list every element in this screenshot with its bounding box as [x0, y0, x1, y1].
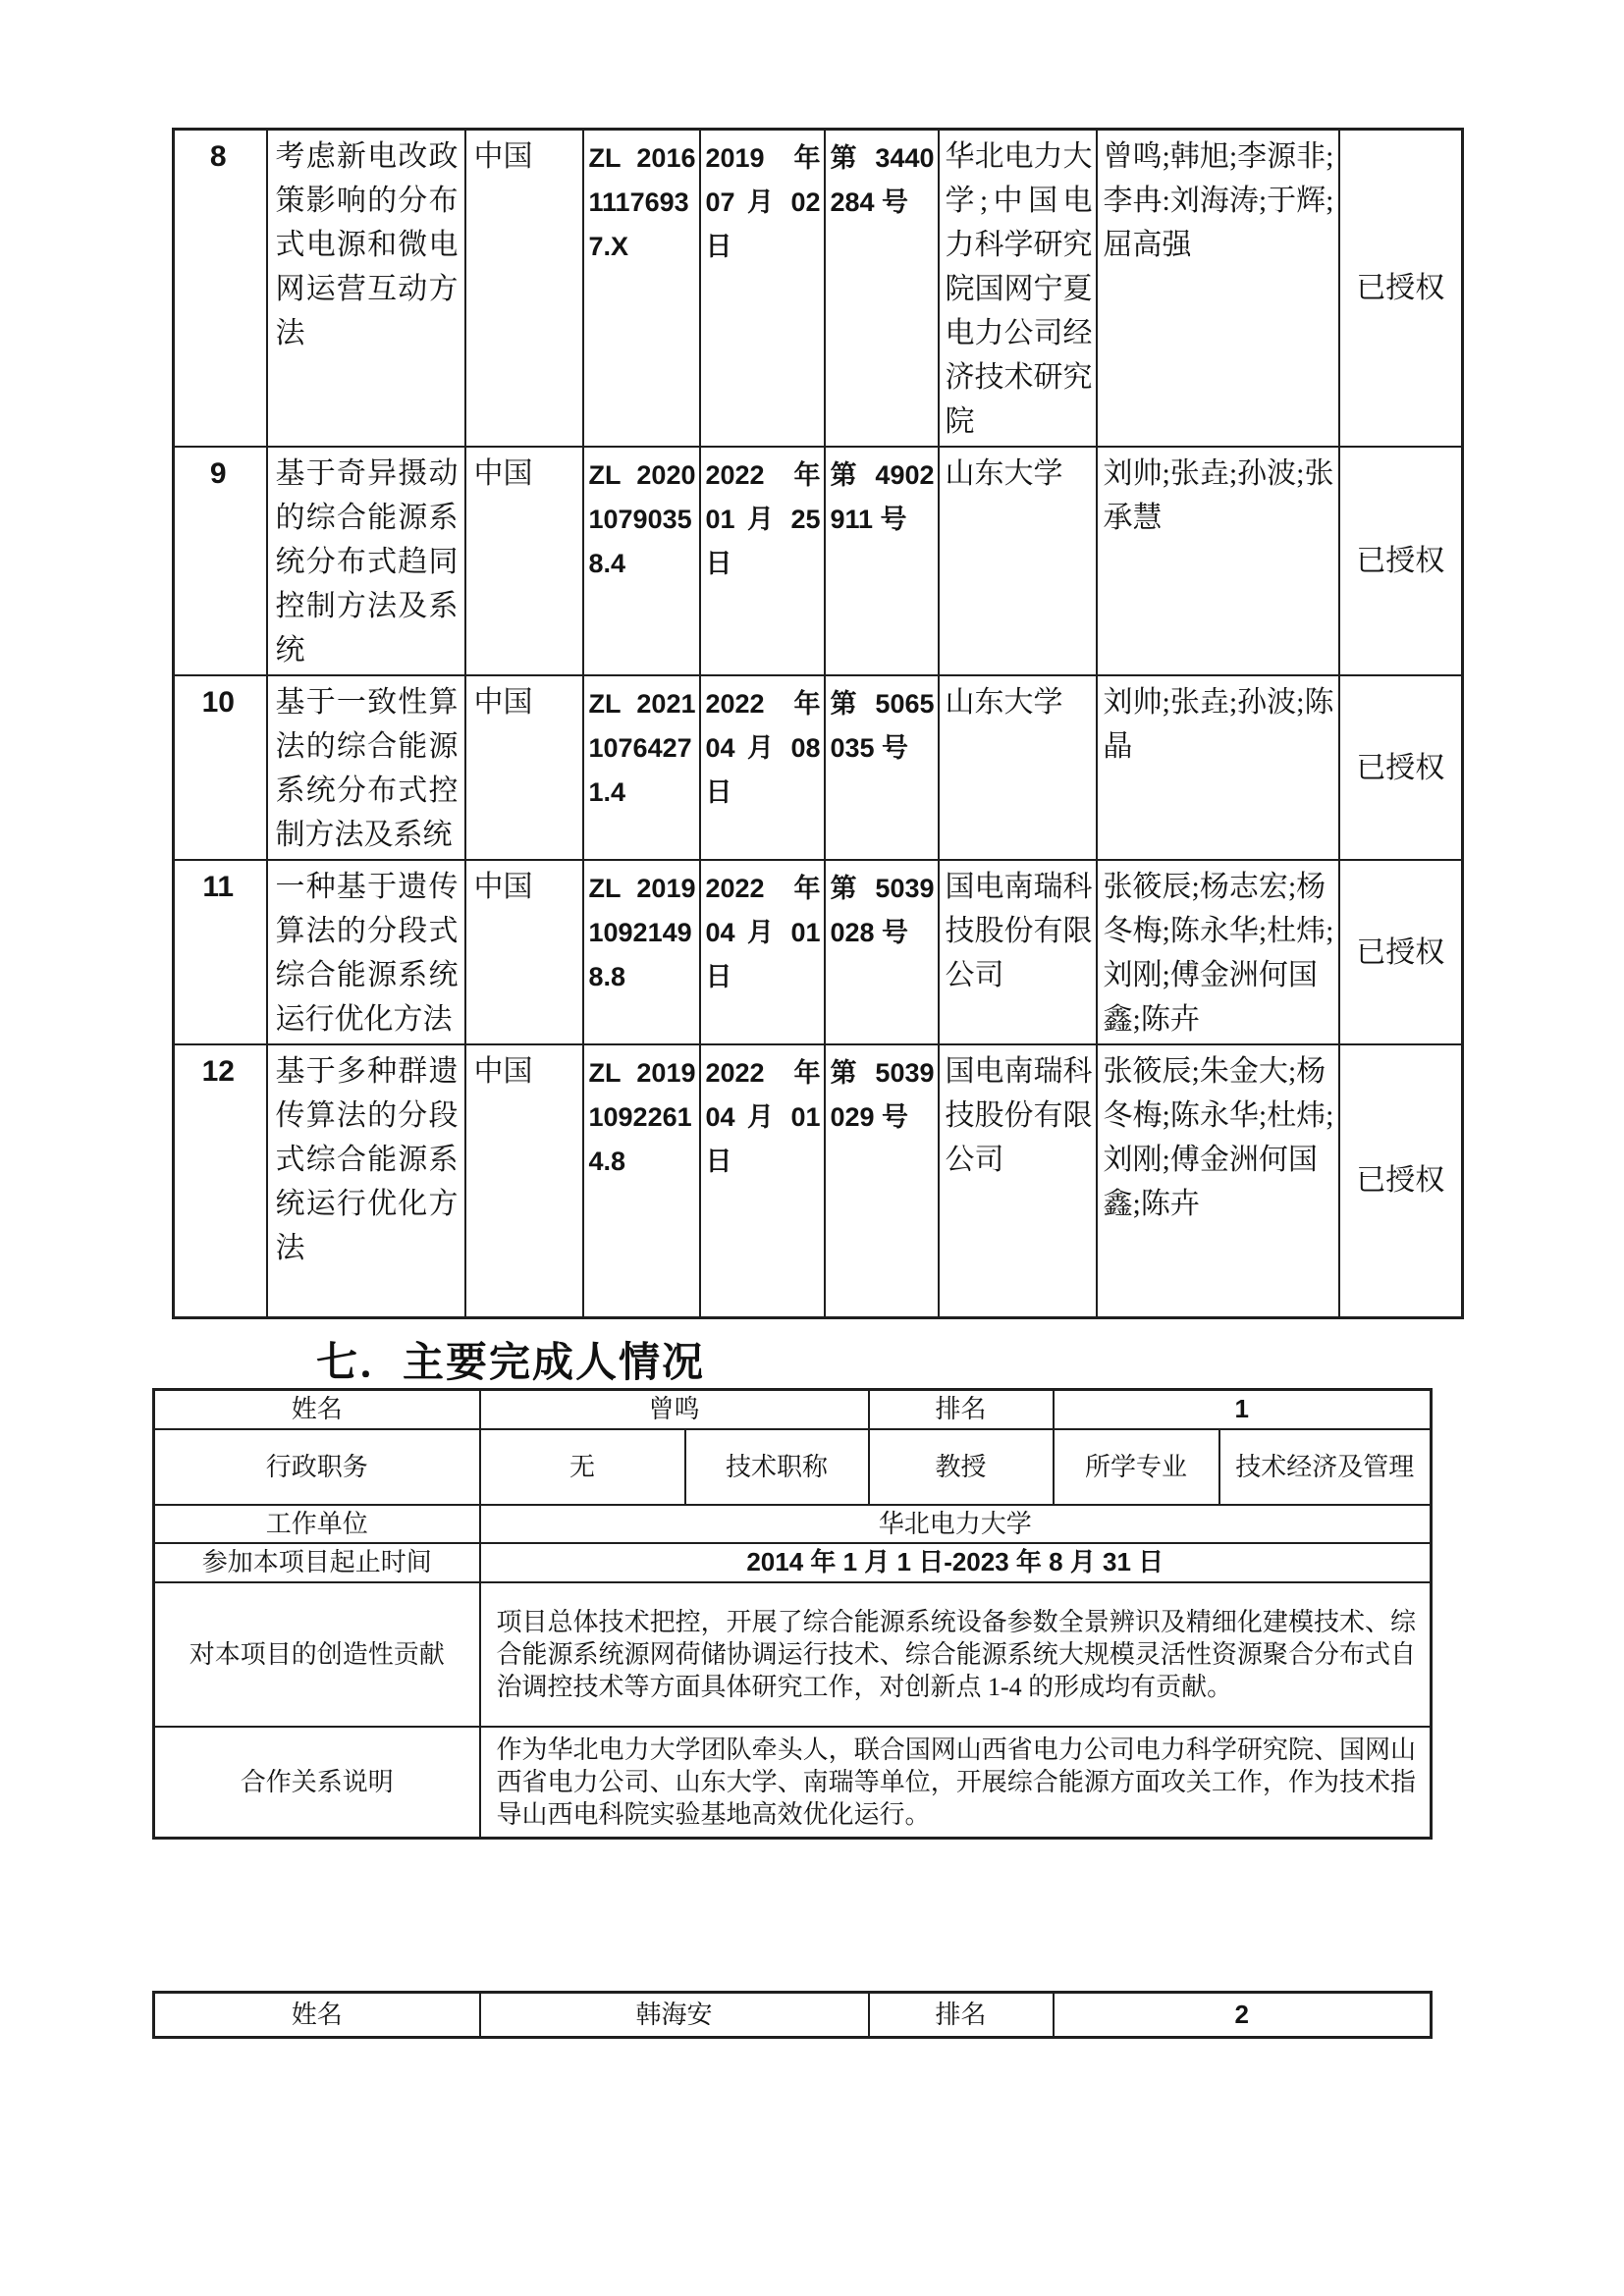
major-label: 所学专业 — [1054, 1429, 1219, 1505]
patent-inventors: 曾鸣;韩旭;李源非;李冉:刘海涛;于辉;屈高强 — [1097, 130, 1339, 448]
person1-tech-title: 教授 — [869, 1429, 1054, 1505]
patent-inventors: 刘帅;张垚;孙波;张承慧 — [1097, 447, 1339, 675]
patent-status: 已授权 — [1339, 447, 1463, 675]
person2-table — [152, 1991, 1433, 2039]
patent-cert-number: 第 5065035 号 — [825, 675, 939, 860]
tech-title-label: 技术职称 — [685, 1429, 869, 1505]
patent-date: 2019 年 07 月 02 日 — [700, 130, 825, 448]
patent-index: 11 — [174, 860, 267, 1044]
patent-inventors: 刘帅;张垚;孙波;陈晶 — [1097, 675, 1339, 860]
person1-position-row — [154, 1429, 1432, 1505]
patent-country: 中国 — [465, 447, 583, 675]
person1-period-row — [154, 1543, 1432, 1582]
patent-index: 10 — [174, 675, 267, 860]
patent-assignee: 国电南瑞科技股份有限公司 — [939, 860, 1097, 1044]
person1-admin-post: 无 — [480, 1429, 685, 1505]
patent-cert-number: 第 4902911 号 — [825, 447, 939, 675]
patent-number: ZL 2021 1076427 1.4 — [583, 675, 700, 860]
patent-number: ZL 2020 1079035 8.4 — [583, 447, 700, 675]
person1-contribution: 项目总体技术把控，开展了综合能源系统设备参数全景辨识及精细化建模技术、综合能源系统源网荷储协调运行技术、综合能源系统大规模灵活性资源聚合分布式自治调控技术等方面具体研究工作，对创新点 1-4 的形成均有贡献。 — [480, 1582, 1432, 1727]
patent-number: ZL 2016 1117693 7.X — [583, 130, 700, 448]
patent-assignee: 山东大学 — [939, 675, 1097, 860]
patent-title: 基于一致性算法的综合能源系统分布式控制方法及系统 — [267, 675, 465, 860]
person1-cooperation: 作为华北电力大学团队牵头人，联合国网山西省电力公司电力科学研究院、国网山西省电力公司、山东大学、南瑞等单位，开展综合能源方面攻关工作，作为技术指导山西电科院实验基地高效优化运行。 — [480, 1727, 1432, 1839]
patent-cert-number: 第 5039028 号 — [825, 860, 939, 1044]
person1-rank: 1 — [1054, 1390, 1432, 1429]
person1-workunit-row — [154, 1505, 1432, 1543]
rank-label: 排名 — [869, 1993, 1054, 2038]
patent-title: 一种基于遗传算法的分段式综合能源系统运行优化方法 — [267, 860, 465, 1044]
patent-title: 基于多种群遗传算法的分段式综合能源系统运行优化方法 — [267, 1044, 465, 1317]
patent-row — [174, 1044, 1463, 1317]
patent-title: 考虑新电改政策影响的分布式电源和微电网运营互动方法 — [267, 130, 465, 448]
patent-number: ZL 2019 1092261 4.8 — [583, 1044, 700, 1317]
admin-post-label: 行政职务 — [154, 1429, 480, 1505]
patent-index: 12 — [174, 1044, 267, 1317]
patent-cert-number: 第 5039029 号 — [825, 1044, 939, 1317]
patent-index: 8 — [174, 130, 267, 448]
patent-date: 2022 年 04 月 01 日 — [700, 1044, 825, 1317]
patent-country: 中国 — [465, 130, 583, 448]
person1-period: 2014 年 1 月 1 日-2023 年 8 月 31 日 — [480, 1543, 1432, 1582]
patent-row — [174, 130, 1463, 448]
person2-name: 韩海安 — [480, 1993, 869, 2038]
patent-date: 2022 年 01 月 25 日 — [700, 447, 825, 675]
patent-row — [174, 675, 1463, 860]
person1-cooperation-row — [154, 1727, 1432, 1839]
patent-cert-number: 第 3440284 号 — [825, 130, 939, 448]
patent-number: ZL 2019 1092149 8.8 — [583, 860, 700, 1044]
work-unit-label: 工作单位 — [154, 1505, 480, 1543]
period-label: 参加本项目起止时间 — [154, 1543, 480, 1582]
patent-country: 中国 — [465, 675, 583, 860]
person1-name: 曾鸣 — [480, 1390, 869, 1429]
patents-table — [172, 128, 1464, 1319]
patent-status: 已授权 — [1339, 675, 1463, 860]
person1-table — [152, 1388, 1433, 1840]
patent-index: 9 — [174, 447, 267, 675]
patent-country: 中国 — [465, 860, 583, 1044]
section-heading: 七．主要完成人情况 — [316, 1339, 706, 1385]
patent-inventors: 张筱辰;杨志宏;杨冬梅;陈永华;杜炜;刘刚;傅金洲何国鑫;陈卉 — [1097, 860, 1339, 1044]
patent-row — [174, 447, 1463, 675]
contribution-label: 对本项目的创造性贡献 — [154, 1582, 480, 1727]
patent-status: 已授权 — [1339, 1044, 1463, 1317]
person1-name-row — [154, 1390, 1432, 1429]
person2-rank: 2 — [1054, 1993, 1432, 2038]
patent-status: 已授权 — [1339, 130, 1463, 448]
patent-country: 中国 — [465, 1044, 583, 1317]
patent-status: 已授权 — [1339, 860, 1463, 1044]
name-label: 姓名 — [154, 1390, 480, 1429]
patent-assignee: 华北电力大学;中国电力科学研究院国网宁夏电力公司经济技术研究院 — [939, 130, 1097, 448]
person1-major: 技术经济及管理 — [1219, 1429, 1432, 1505]
patent-assignee: 山东大学 — [939, 447, 1097, 675]
rank-label: 排名 — [869, 1390, 1054, 1429]
patent-row — [174, 860, 1463, 1044]
patent-assignee: 国电南瑞科技股份有限公司 — [939, 1044, 1097, 1317]
patent-inventors: 张筱辰;朱金大;杨冬梅;陈永华;杜炜;刘刚;傅金洲何国鑫;陈卉 — [1097, 1044, 1339, 1317]
person1-contribution-row — [154, 1582, 1432, 1727]
patent-date: 2022 年 04 月 01 日 — [700, 860, 825, 1044]
person1-work-unit: 华北电力大学 — [480, 1505, 1432, 1543]
name-label: 姓名 — [154, 1993, 480, 2038]
person2-name-row — [154, 1993, 1432, 2038]
cooperation-label: 合作关系说明 — [154, 1727, 480, 1839]
patent-title: 基于奇异摄动的综合能源系统分布式趋同控制方法及系统 — [267, 447, 465, 675]
patent-date: 2022 年 04 月 08 日 — [700, 675, 825, 860]
